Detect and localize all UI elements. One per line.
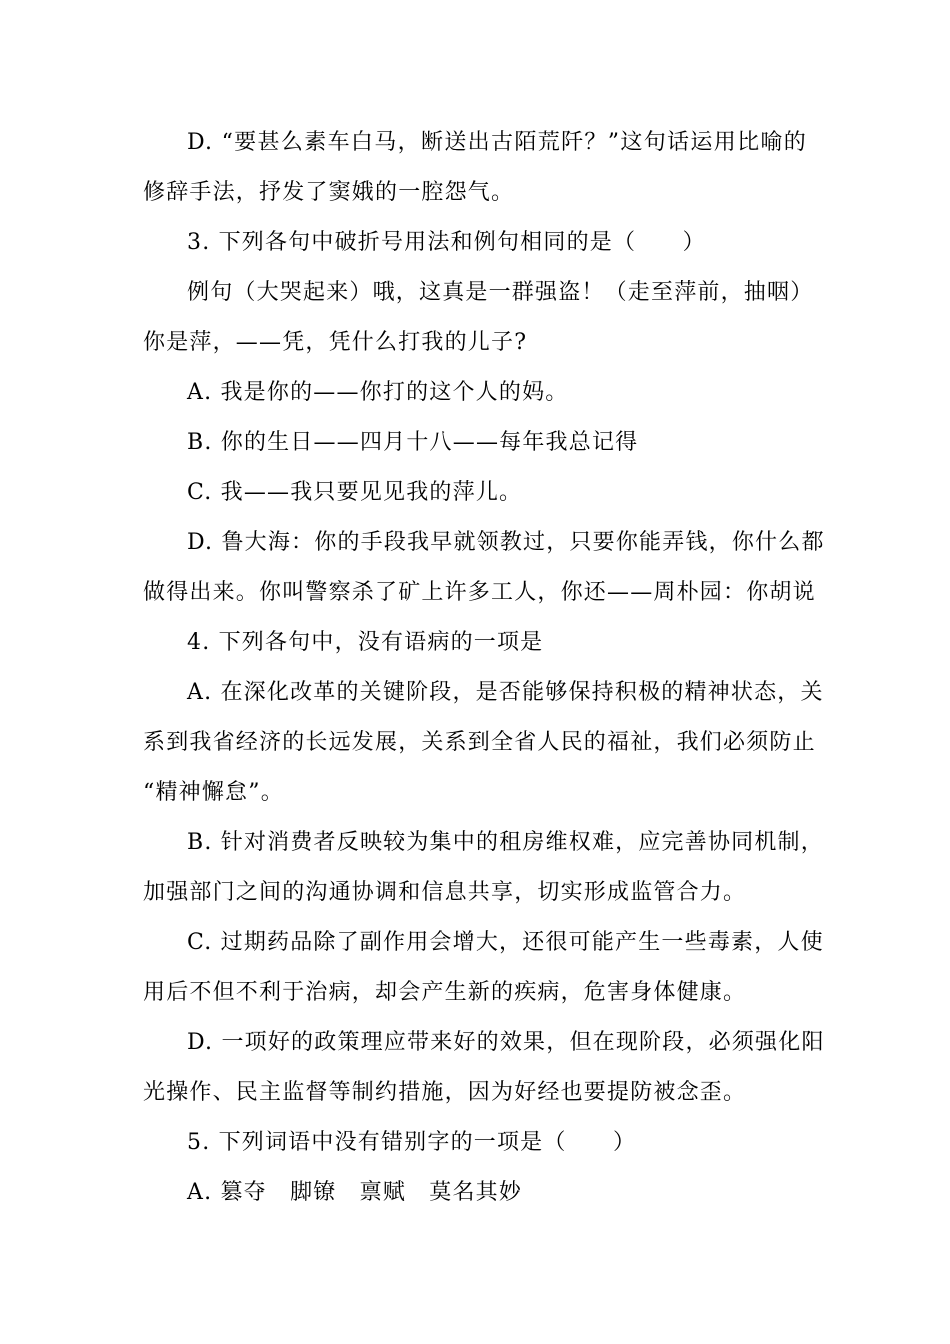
q3-option-d-line1: D. 鲁大海：你的手段我早就领教过，只要你能弄钱，你什么都 <box>187 530 825 555</box>
q5-stem: 5. 下列词语中没有错别字的一项是（ ） <box>187 1130 637 1155</box>
q3-option-b: B. 你的生日——四月十八——每年我总记得 <box>187 430 639 455</box>
q4-option-b-line1: B. 针对消费者反映较为集中的租房维权难，应完善协同机制， <box>187 830 824 855</box>
q4-stem: 4. 下列各句中，没有语病的一项是 <box>187 630 544 655</box>
q3-example-line1: 例句（大哭起来）哦，这真是一群强盗！（走至萍前，抽咽） <box>187 280 814 305</box>
q5-option-a: A. 篡夺 脚镣 禀赋 莫名其妙 <box>187 1180 523 1205</box>
q4-option-b-line2: 加强部门之间的沟通协调和信息共享，切实形成监管合力。 <box>143 880 747 905</box>
q3-stem: 3. 下列各句中破折号用法和例句相同的是（ ） <box>187 230 706 255</box>
q3-option-a: A. 我是你的——你打的这个人的妈。 <box>187 380 569 405</box>
q3-option-c: C. 我——我只要见见我的萍儿。 <box>187 480 523 505</box>
q4-option-c-line2: 用后不但不利于治病，却会产生新的疾病，危害身体健康。 <box>143 980 747 1005</box>
q4-option-d-line1: D. 一项好的政策理应带来好的效果，但在现阶段，必须强化阳 <box>187 1030 825 1055</box>
q3-option-d-line2: 做得出来。你叫警察杀了矿上许多工人，你还——周朴园：你胡说 <box>143 580 816 605</box>
q4-option-a-line1: A. 在深化改革的关键阶段，是否能够保持积极的精神状态，关 <box>187 680 824 705</box>
q3-example-line2: 你是萍，——凭，凭什么打我的儿子? <box>143 330 528 355</box>
q4-option-a-line3: “精神懈怠”。 <box>143 780 284 805</box>
q2-option-d-line1: D. “要甚么素车白马，断送出古陌荒阡？”这句话运用比喻的 <box>187 130 807 155</box>
q4-option-a-line2: 系到我省经济的长远发展，关系到全省人民的福祉，我们必须防止 <box>143 730 816 755</box>
q2-option-d-line2: 修辞手法，抒发了窦娥的一腔怨气。 <box>143 180 515 205</box>
q4-option-d-line2: 光操作、民主监督等制约措施，因为好经也要提防被念歪。 <box>143 1080 747 1105</box>
q4-option-c-line1: C. 过期药品除了副作用会增大，还很可能产生一些毒素，人使 <box>187 930 824 955</box>
